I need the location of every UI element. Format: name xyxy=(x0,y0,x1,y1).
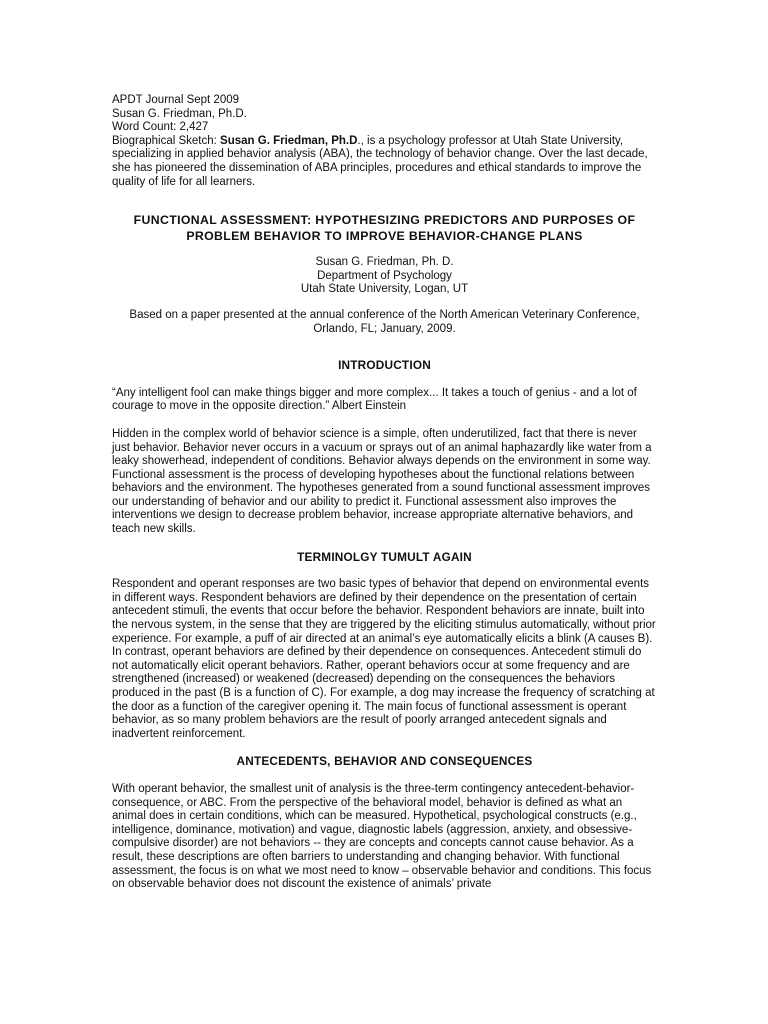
terminology-paragraph: Respondent and operant responses are two basic types of behavior that depend on environmental events in different ways. Respondent behaviors are defined by their dependence on the presentation of certain antecedent stimuli, the events that occur before the behavior. Respondent behaviors are innate, built into the nervous system, in the sense that they are triggered by the eliciting stimulus automatically, without prior experience. For example, a puff of air directed at an animal’s eye automatically elicits a blink (A causes B). In contrast, operant behaviors are defined by their dependence on consequences. Antecedent stimuli do not automatically elicit operant behaviors. Rather, operant behaviors occur at some frequency and are strengthened (increased) or weakened (decreased) depending on the consequences the behaviors produced in the past (B is a function of C). For example, a dog may increase the frequency of scratching at the door as a function of the caregiver opening it. The main focus of functional assessment is operant behavior, as so many problem behaviors are the result of poorly arranged antecedent signals and inadvertent reinforcement. xyxy=(112,578,656,740)
article-title: FUNCTIONAL ASSESSMENT: HYPOTHESIZING PREDICTORS AND PURPOSES OF PROBLEM BEHAVIOR TO IMPROVE BEHAVIOR-CHANGE PLANS xyxy=(133,213,636,244)
byline-university: Utah State University, Logan, UT xyxy=(300,283,469,296)
word-count-line: Word Count: 2,427 xyxy=(112,121,209,134)
section-heading-abc: ANTECEDENTS, BEHAVIOR AND CONSEQUENCES xyxy=(236,754,533,769)
bio-label: Biographical Sketch: xyxy=(112,134,221,147)
introduction-paragraph: Hidden in the complex world of behavior science is a simple, often underutilized, fact that there is never just behavior. Behavior never occurs in a vacuum or sprays out of an animal haphazardly like water from a leaky showerhead, independent of conditions. Behavior always depends on the environment in some way. Functional assessment is the process of developing hypotheses about the functional relations between behaviors and the environment. The hypotheses generated from a sound functional assessment improves our understanding of behavior and our ability to predict it. Functional assessment also improves the interventions we design to decrease problem behavior, increase appropriate alternative behaviors, and teach new skills. xyxy=(112,427,652,536)
bio-name: Susan G. Friedman, Ph.D xyxy=(220,134,358,147)
introduction-quote: “Any intelligent fool can make things bigger and more complex... It takes a touch of genius - and a lot of courage to move in the opposite direction.” Albert Einstein xyxy=(112,386,637,413)
byline-department: Department of Psychology xyxy=(317,269,452,282)
section-heading-terminology: TERMINOLGY TUMULT AGAIN xyxy=(297,549,472,564)
journal-line: APDT Journal Sept 2009 xyxy=(112,94,240,106)
abc-paragraph: With operant behavior, the smallest unit of analysis is the three-term contingency antecedent-behavior-consequence, or ABC. From the perspective of the behavioral model, behavior is defined as what an animal does in certain conditions, which can be measured. Hypothetical, psychological constructs (e.g., intelligence, dominance, motivation) and vague, diagnostic labels (aggression, anxiety, and obsessive-compulsive disorder) are not behaviors -- they are concepts and concepts cannot cause behavior. As a result, these descriptions are often barriers to understanding and changing behavior. With functional assessment, the focus is on what we most need to know – observable behavior and conditions. This focus on observable behavior does not discount the existence of animals’ private xyxy=(112,782,652,891)
byline-name: Susan G. Friedman, Ph. D. xyxy=(315,256,454,269)
bio-text: ., is a psychology professor at Utah State University, specializing in applied behavior analysis (ABA), the technology of behavior change. Over the last decade, she has pioneered the dissemination of ABA principles, procedures and ethical standards to improve the quality of life for all learners. xyxy=(112,134,648,188)
byline xyxy=(112,256,657,297)
document-page xyxy=(112,94,657,892)
author-line: Susan G. Friedman, Ph.D. xyxy=(112,107,247,120)
section-heading-introduction: INTRODUCTION xyxy=(338,358,431,373)
biographical-sketch xyxy=(112,135,657,189)
document-header xyxy=(112,94,657,189)
based-on-note: Based on a paper presented at the annual conference of the North American Veterinary Conference, Orlando, FL; January, 2009. xyxy=(129,308,640,335)
